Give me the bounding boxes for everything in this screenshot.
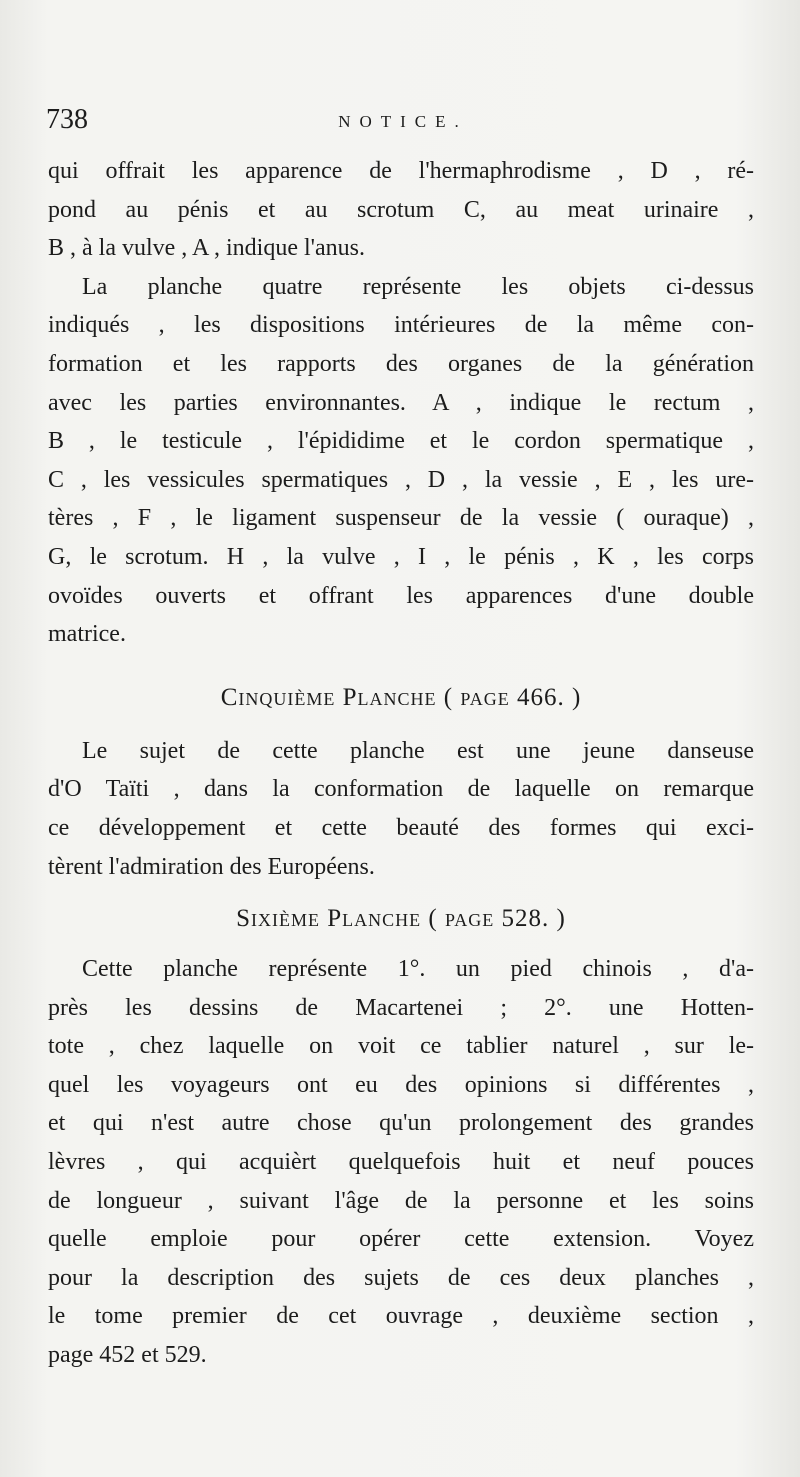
text-line: pond au pénis et au scrotum C, au meat urinaire , (48, 196, 754, 223)
page-header (46, 104, 760, 148)
text-line: pour la description des sujets de ces deux planches , (48, 1264, 754, 1291)
text-line: tote , chez laquelle on voit ce tablier naturel , sur le- (48, 1033, 754, 1060)
text-line: La planche quatre représente les objets ci-dessus (82, 273, 754, 300)
text-line: de longueur , suivant l'âge de la personne et les soins (48, 1187, 754, 1214)
text-line: lèvres , qui acquièrt quelquefois huit et neuf pouces (48, 1149, 754, 1176)
text-line: d'O Taïti , dans la conformation de laquelle on remarque (48, 776, 754, 803)
text-line: ovoïdes ouverts et offrant les apparences d'une double (48, 582, 754, 609)
text-line: et qui n'est autre chose qu'un prolongement des grandes (48, 1110, 754, 1137)
text-line: matrice. (48, 621, 126, 648)
text-line: quelle emploie pour opérer cette extension. Voyez (48, 1226, 754, 1253)
text-line: le tome premier de cet ouvrage , deuxième section , (48, 1303, 754, 1330)
text-line: près les dessins de Macartenei ; 2°. une Hotten- (48, 994, 754, 1021)
text-line: avec les parties environnantes. A , indique le rectum , (48, 389, 754, 416)
text-line: quel les voyageurs ont eu des opinions si différentes , (48, 1071, 754, 1098)
page-text (48, 152, 754, 1375)
text-line: tères , F , le ligament suspenseur de la vessie ( ouraque) , (48, 505, 754, 532)
text-line: page 452 et 529. (48, 1342, 207, 1369)
text-line: indiqués , les dispositions intérieures de la même con- (48, 312, 754, 339)
text-line: tèrent l'admiration des Européens. (48, 853, 375, 880)
text-line: Cette planche représente 1°. un pied chinois , d'a- (82, 956, 754, 983)
text-line: C , les vessicules spermatiques , D , la vessie , E , les ure- (48, 466, 754, 493)
text-line: B , à la vulve , A , indique l'anus. (48, 235, 365, 262)
text-line: qui offrait les apparence de l'hermaphrodisme , D , ré- (48, 158, 754, 184)
text-line: formation et les rapports des organes de la génération (48, 350, 754, 377)
running-head: NOTICE. (338, 112, 468, 131)
section-heading-cinquieme-planche: Cinquième Planche ( page 466. ) (220, 683, 582, 711)
text-line: B , le testicule , l'épididime et le cordon spermatique , (48, 428, 754, 455)
text-line: ce développement et cette beauté des formes qui exci- (48, 814, 754, 841)
page-number: 738 (46, 104, 88, 135)
text-line: Le sujet de cette planche est une jeune danseuse (82, 737, 754, 764)
text-line: G, le scrotum. H , la vulve , I , le pénis , K , les corps (48, 543, 754, 570)
section-heading-sixieme-planche: Sixième Planche ( page 528. ) (236, 905, 566, 933)
